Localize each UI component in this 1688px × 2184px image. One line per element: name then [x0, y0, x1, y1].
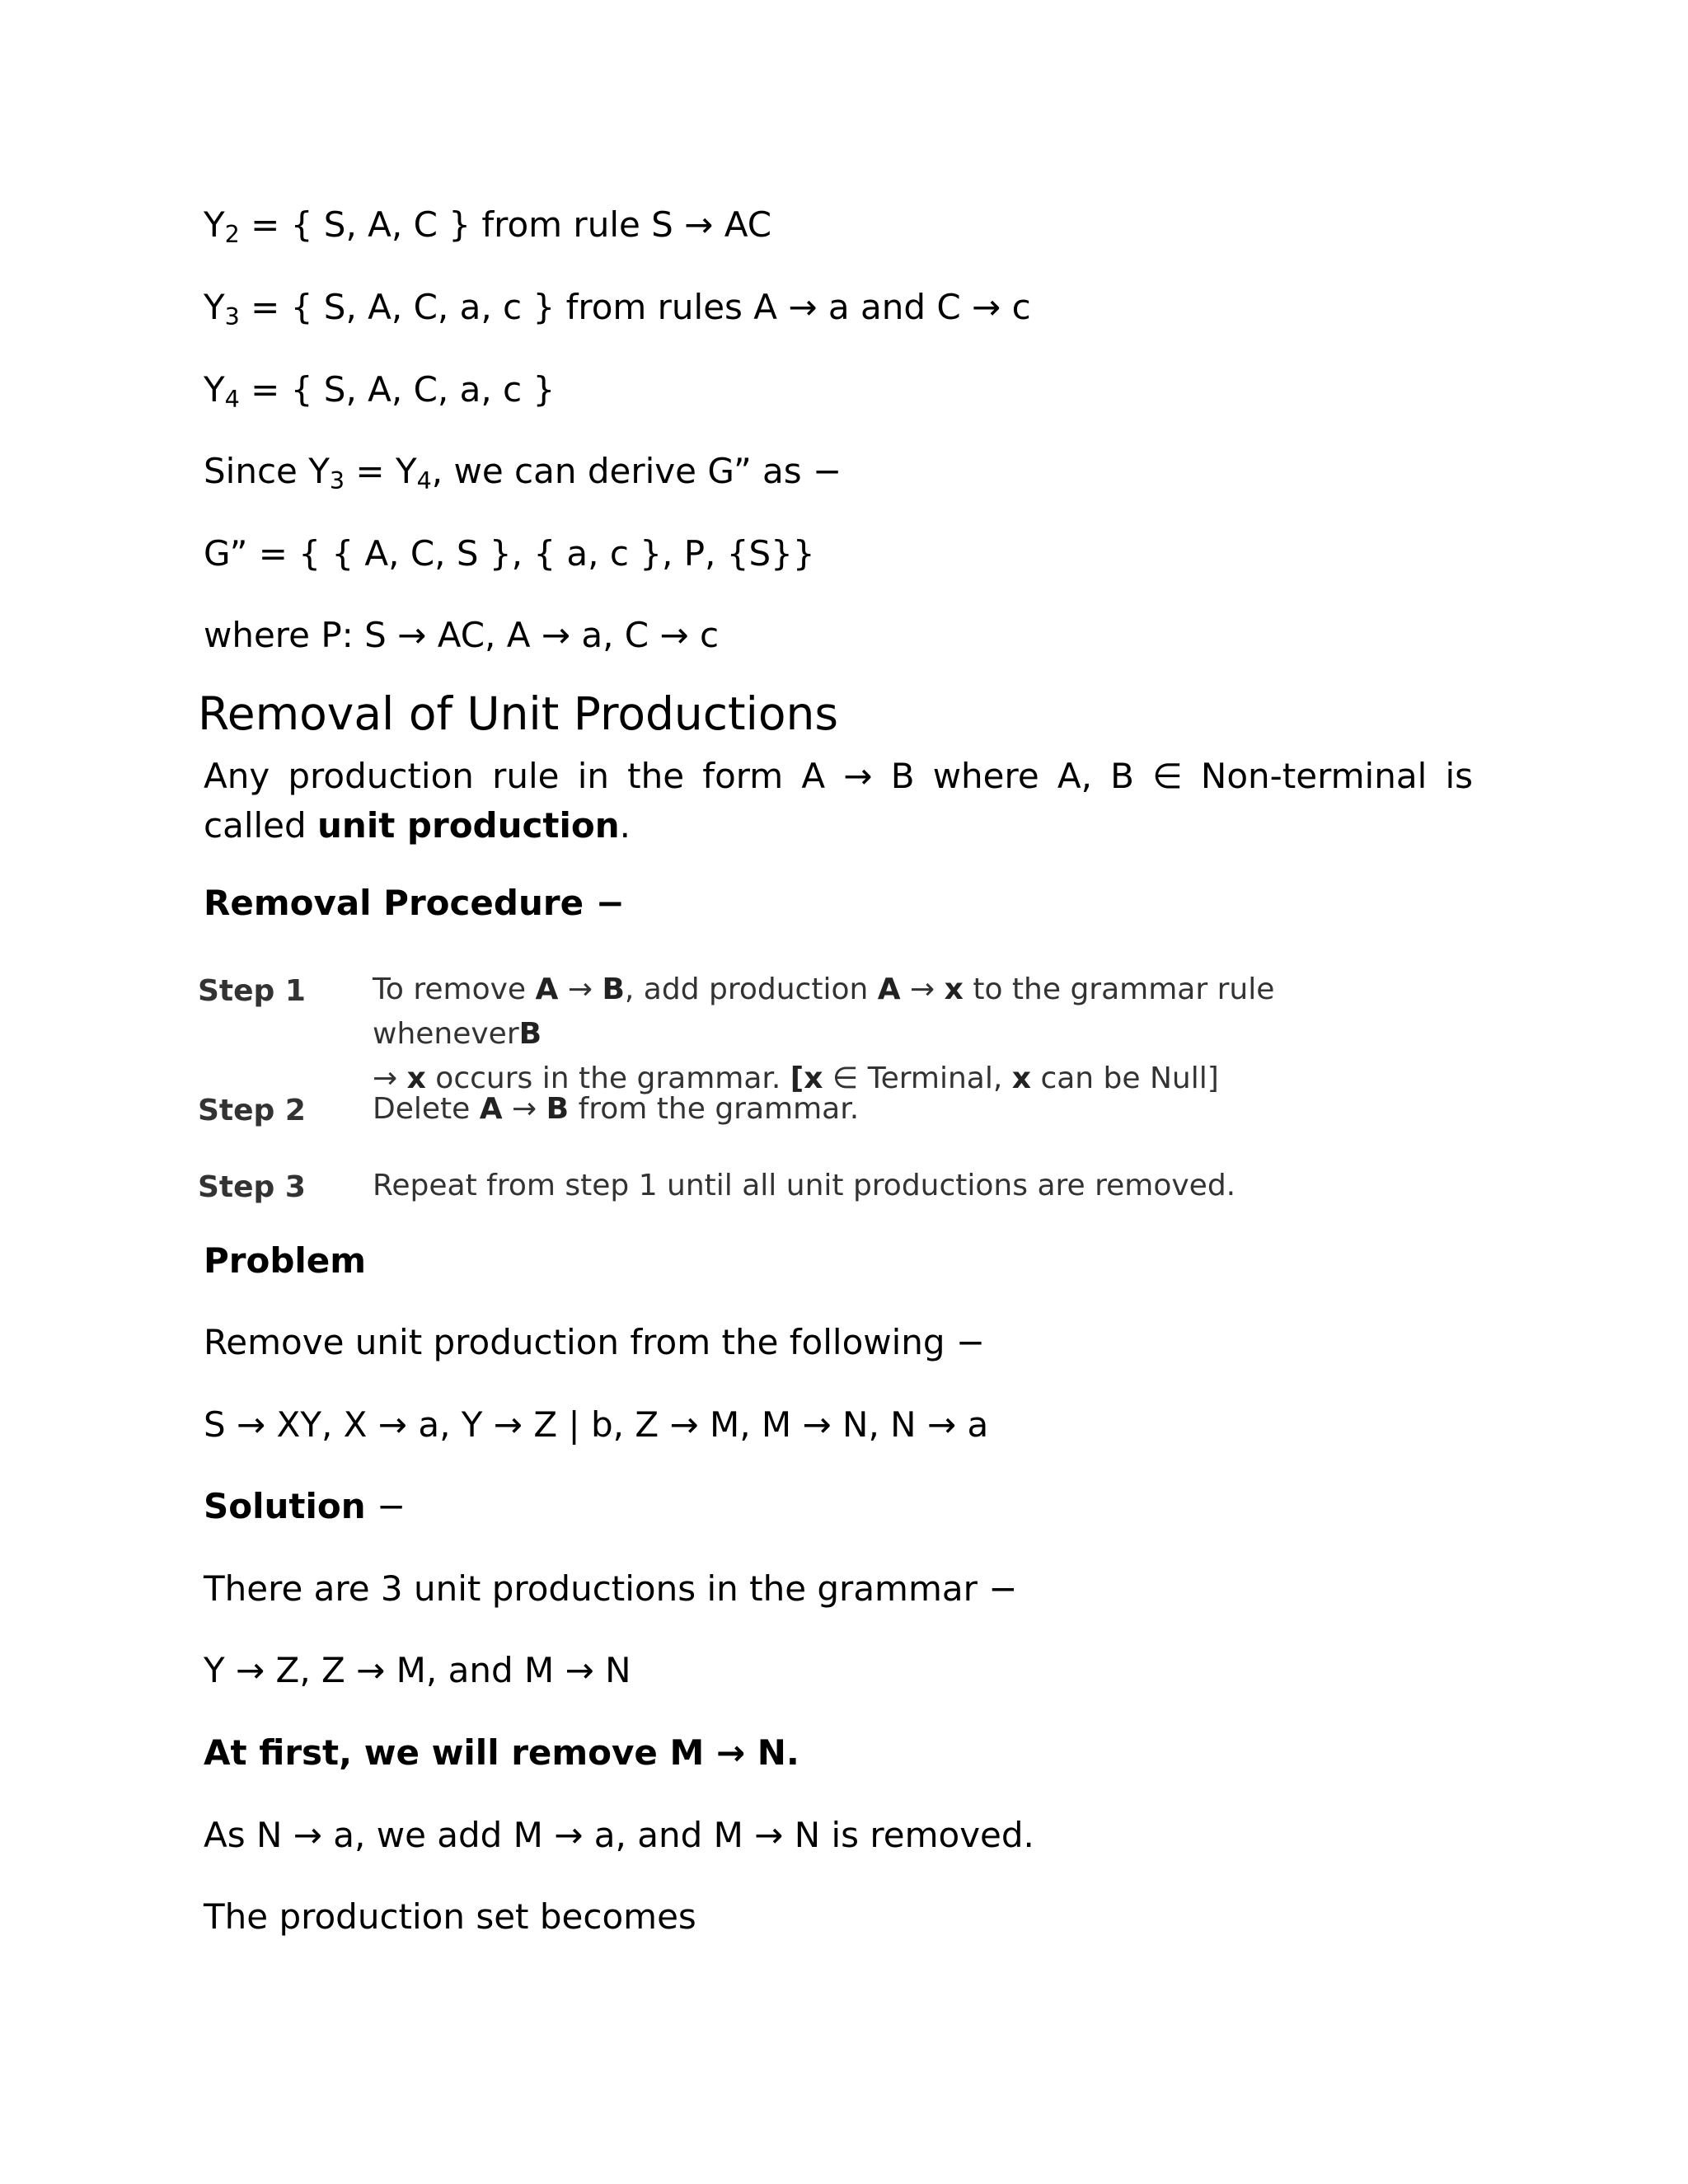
step-3-label: Step 3: [198, 1170, 306, 1204]
since-statement: Since $Y_3 = Y_4$, we can derive G” as −: [204, 451, 842, 495]
g-double-prime-definition: G” = { { A, C, S }, { a, c }, P, {S}}: [204, 533, 815, 574]
unit-production-count: There are 3 unit productions in the grammar −: [204, 1568, 1018, 1609]
step-1-label: Step 1: [198, 974, 306, 1008]
problem-grammar: S → XY, X → a, Y → Z | b, Z → M, M → N, N → a: [204, 1404, 989, 1445]
step-3-text: Repeat from step 1 until all unit productions are removed.: [373, 1169, 1236, 1202]
step-2-label: Step 2: [198, 1094, 306, 1127]
production-set-becomes: The production set becomes: [204, 1896, 696, 1937]
section-title: Removal of Unit Productions: [198, 687, 839, 740]
step-2-text: Delete A → B from the grammar.: [373, 1092, 860, 1126]
solution-title: Solution −: [204, 1486, 406, 1526]
production-set-p: where P: S → AC, A → a, C → c: [204, 615, 720, 655]
procedure-title: Removal Procedure −: [204, 883, 625, 923]
step-1-text: To remove A → B, add production A → x to the grammar rule wheneverB → x occurs in the grammar. [x ∈ Terminal, x can be Null]: [373, 972, 1275, 1095]
first-removal-step: At first, we will remove M → N.: [204, 1732, 799, 1773]
unit-production-list: Y → Z, Z → M, and M → N: [204, 1650, 631, 1690]
removal-explanation: As N → a, we add M → a, and M → N is removed.: [204, 1815, 1034, 1855]
problem-statement: Remove unit production from the following −: [204, 1322, 986, 1362]
y3-definition: $Y_3$ = { S, A, C, a, c } from rules A → a and C → c: [204, 287, 1031, 331]
y2-definition: $Y_2$ = { S, A, C } from rule S → AC: [204, 204, 772, 249]
y4-definition: $Y_4$ = { S, A, C, a, c }: [204, 369, 556, 414]
unit-production-definition: Any production rule in the form A → B where A, B ∈ Non-terminal is called unit production.: [204, 756, 1473, 846]
problem-title: Problem: [204, 1240, 367, 1281]
